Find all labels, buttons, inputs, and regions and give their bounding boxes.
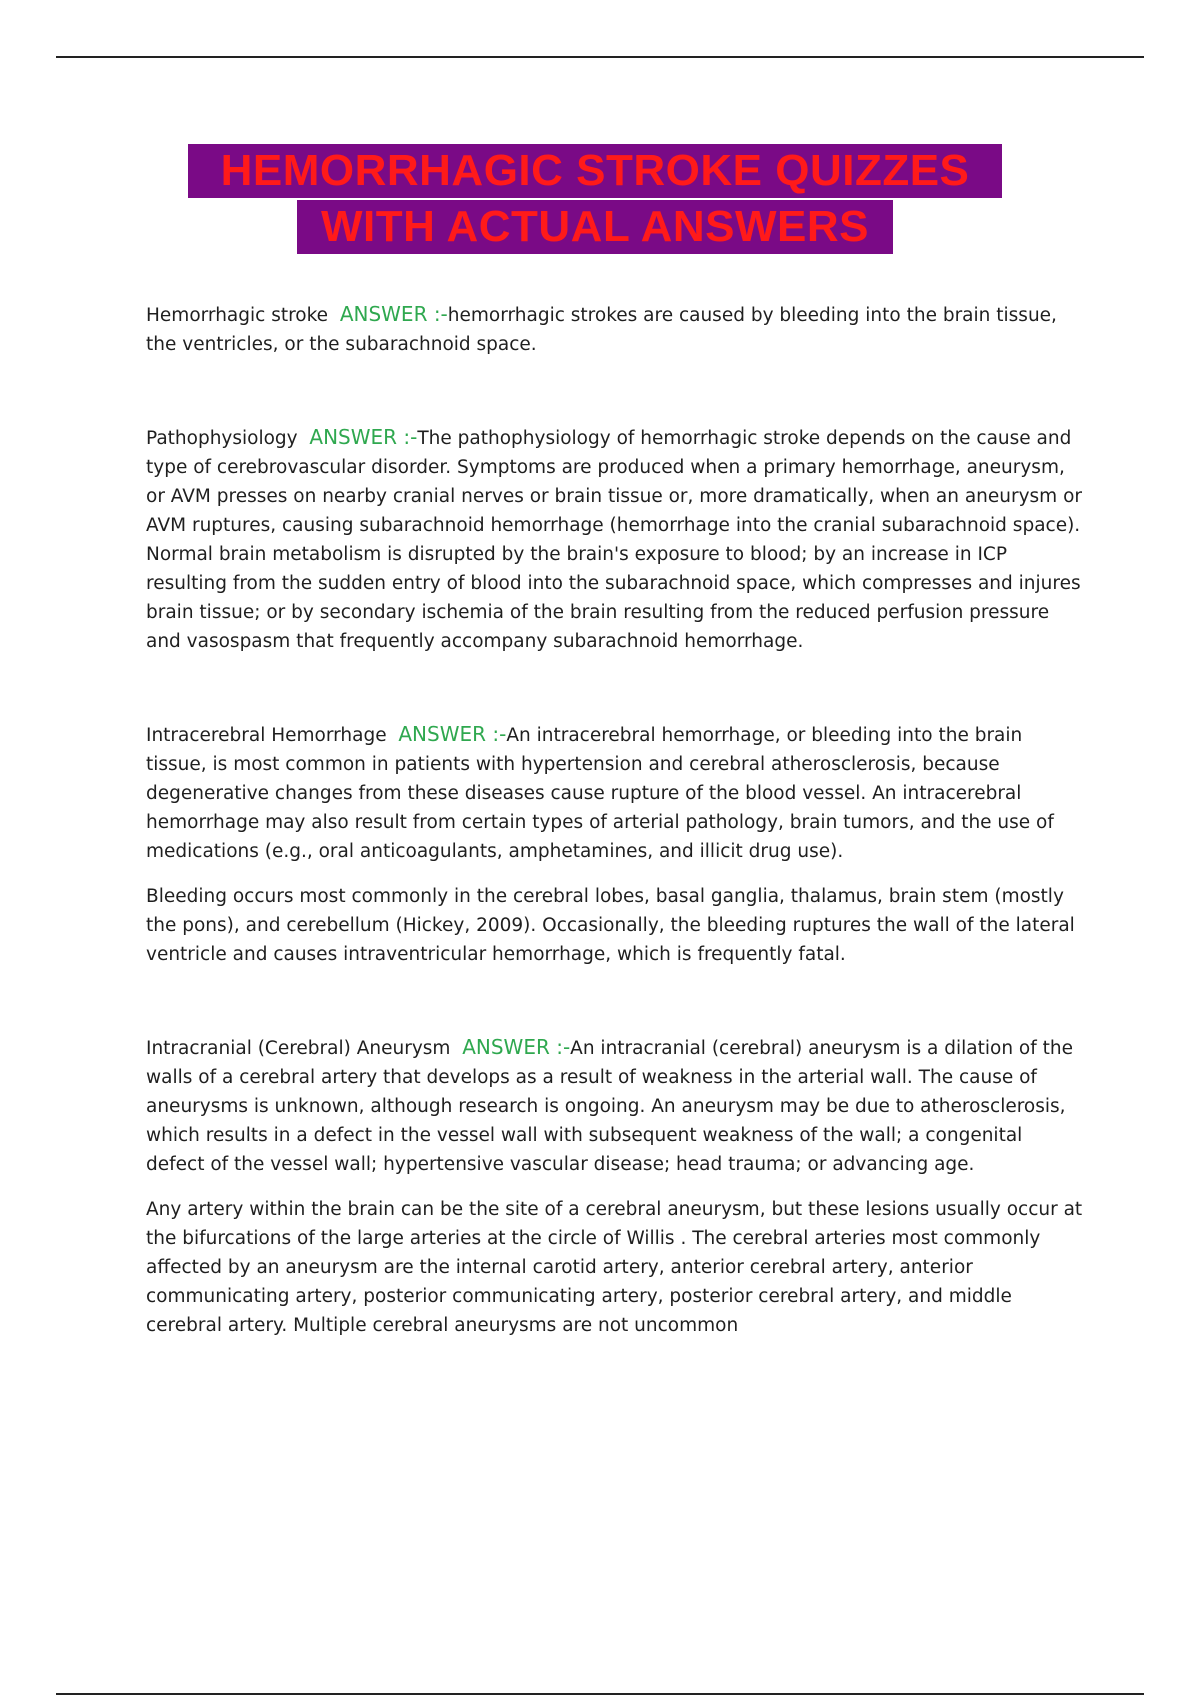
top-rule [56, 56, 1144, 58]
title-line-2: WITH ACTUAL ANSWERS [297, 200, 893, 254]
entry-intracranial-aneurysm [146, 1033, 1086, 1179]
bottom-rule [56, 1693, 1144, 1695]
entry-term: Pathophysiology [146, 428, 298, 449]
answer-label: ANSWER :- [339, 302, 448, 326]
entry-intracerebral-hemorrhage [146, 720, 1086, 866]
title-line-1: HEMORRHAGIC STROKE QUIZZES [188, 144, 1002, 198]
entry-pathophysiology [146, 423, 1086, 656]
document-body [146, 300, 1086, 1340]
answer-label: ANSWER :- [462, 1035, 571, 1059]
entry-hemorrhagic-stroke [146, 300, 1086, 359]
entry-intracerebral-extra: Bleeding occurs most commonly in the cerebral lobes, basal ganglia, thalamus, brain stem (mostly the pons), and cerebellum (Hickey, 2009). Occasionally, the bleeding ruptures the wall of the lateral ventricle and causes intraventricular hemorrhage, which is frequently fatal. [146, 886, 1075, 965]
entry-term: Intracerebral Hemorrhage [146, 725, 387, 746]
entry-aneurysm-extra: Any artery within the brain can be the site of a cerebral aneurysm, but these lesions usually occur at the bifurcations of the large arteries at the circle of Willis . The cerebral arteries most commonly affected by an aneurysm are the internal carotid artery, anterior cerebral artery, anterior communicating artery, posterior communicating artery, posterior cerebral artery, and middle cerebral artery. Multiple cerebral aneurysms are not uncommon [146, 1199, 1083, 1336]
answer-label: ANSWER :- [398, 722, 507, 746]
entry-term: Intracranial (Cerebral) Aneurysm [146, 1038, 451, 1059]
answer-label: ANSWER :- [309, 425, 418, 449]
entry-term: Hemorrhagic stroke [146, 305, 329, 326]
entry-answer: An intracerebral hemorrhage, or bleeding into the brain tissue, is most common in patients with hypertension and cerebral atherosclerosis, because degenerative changes from these diseases cause rupture of the blood vessel. An intracerebral hemorrhage may also result from certain types of arterial pathology, brain tumors, and the use of medications (e.g., oral anticoagulants, amphetamines, and illicit drug use). [146, 725, 1054, 862]
entry-answer: The pathophysiology of hemorrhagic stroke depends on the cause and type of cerebrovascular disorder. Symptoms are produced when a primary hemorrhage, aneurysm, or AVM presses on nearby cranial nerves or brain tissue or, more dramatically, when an aneurysm or AVM ruptures, causing subarachnoid hemorrhage (hemorrhage into the cranial subarachnoid space). Normal brain metabolism is disrupted by the brain's exposure to blood; by an increase in ICP resulting from the sudden entry of blood into the subarachnoid space, which compresses and injures brain tissue; or by secondary ischemia of the brain resulting from the reduced perfusion pressure and vasospasm that frequently accompany subarachnoid hemorrhage. [146, 428, 1083, 652]
entry-answer: An intracranial (cerebral) aneurysm is a dilation of the walls of a cerebral artery that develops as a result of weakness in the arterial wall. The cause of aneurysms is unknown, although research is ongoing. An aneurysm may be due to atherosclerosis, which results in a defect in the vessel wall with subsequent weakness of the wall; a congenital defect of the vessel wall; hypertensive vascular disease; head trauma; or advancing age. [146, 1038, 1073, 1175]
entry-answer: hemorrhagic strokes are caused by bleeding into the brain tissue, the ventricles, or the subarachnoid space. [146, 305, 1057, 355]
